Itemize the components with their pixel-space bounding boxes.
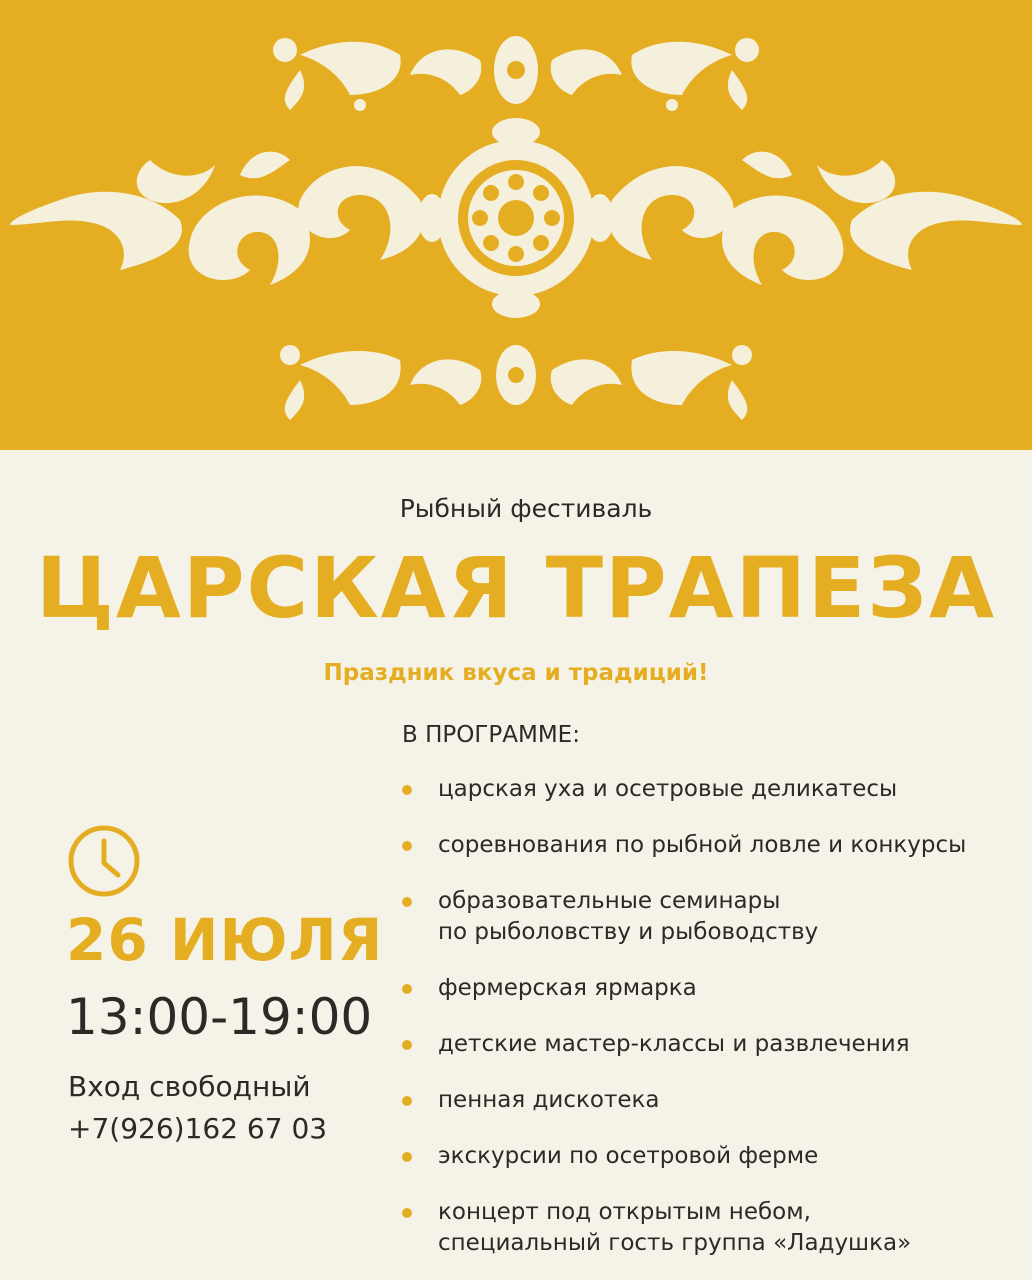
bullet-icon bbox=[402, 785, 412, 795]
entry-info: Вход свободный bbox=[68, 1070, 311, 1103]
list-item-text: детские мастер-классы и развлечения bbox=[438, 1031, 910, 1057]
list-item-text: фермерская ярмарка bbox=[438, 975, 697, 1001]
bullet-icon bbox=[402, 1040, 412, 1050]
phone-number[interactable]: +7(926)162 67 03 bbox=[68, 1112, 328, 1145]
bullet-icon bbox=[402, 897, 412, 907]
list-item-text: царская уха и осетровые деликатесы bbox=[438, 776, 898, 802]
list-item-text: соревнования по рыбной ловле и конкурсы bbox=[438, 832, 967, 858]
ornament-banner bbox=[0, 0, 1032, 450]
list-item-text: концерт под открытым небом, специальный гость группа «Ладушка» bbox=[438, 1199, 912, 1256]
list-item-text: пенная дискотека bbox=[438, 1087, 660, 1113]
bullet-icon bbox=[402, 984, 412, 994]
clock-icon bbox=[66, 823, 142, 899]
page-title: ЦАРСКАЯ ТРАПЕЗА bbox=[36, 539, 996, 637]
bullet-icon bbox=[402, 1208, 412, 1218]
program-heading: В ПРОГРАММЕ: bbox=[402, 722, 580, 748]
event-date: 26 ИЮЛЯ bbox=[66, 906, 384, 974]
list-item-text: экскурсии по осетровой ферме bbox=[438, 1143, 819, 1169]
floral-ornament-icon bbox=[0, 0, 1032, 450]
tagline: Праздник вкуса и традиций! bbox=[323, 660, 709, 686]
list-item-text: образовательные семинары по рыболовству и рыбоводству bbox=[438, 888, 819, 945]
bullet-icon bbox=[402, 841, 412, 851]
bullet-icon bbox=[402, 1096, 412, 1106]
event-time: 13:00-19:00 bbox=[66, 988, 373, 1046]
event-subtitle: Рыбный фестиваль bbox=[399, 494, 653, 523]
bullet-icon bbox=[402, 1152, 412, 1162]
